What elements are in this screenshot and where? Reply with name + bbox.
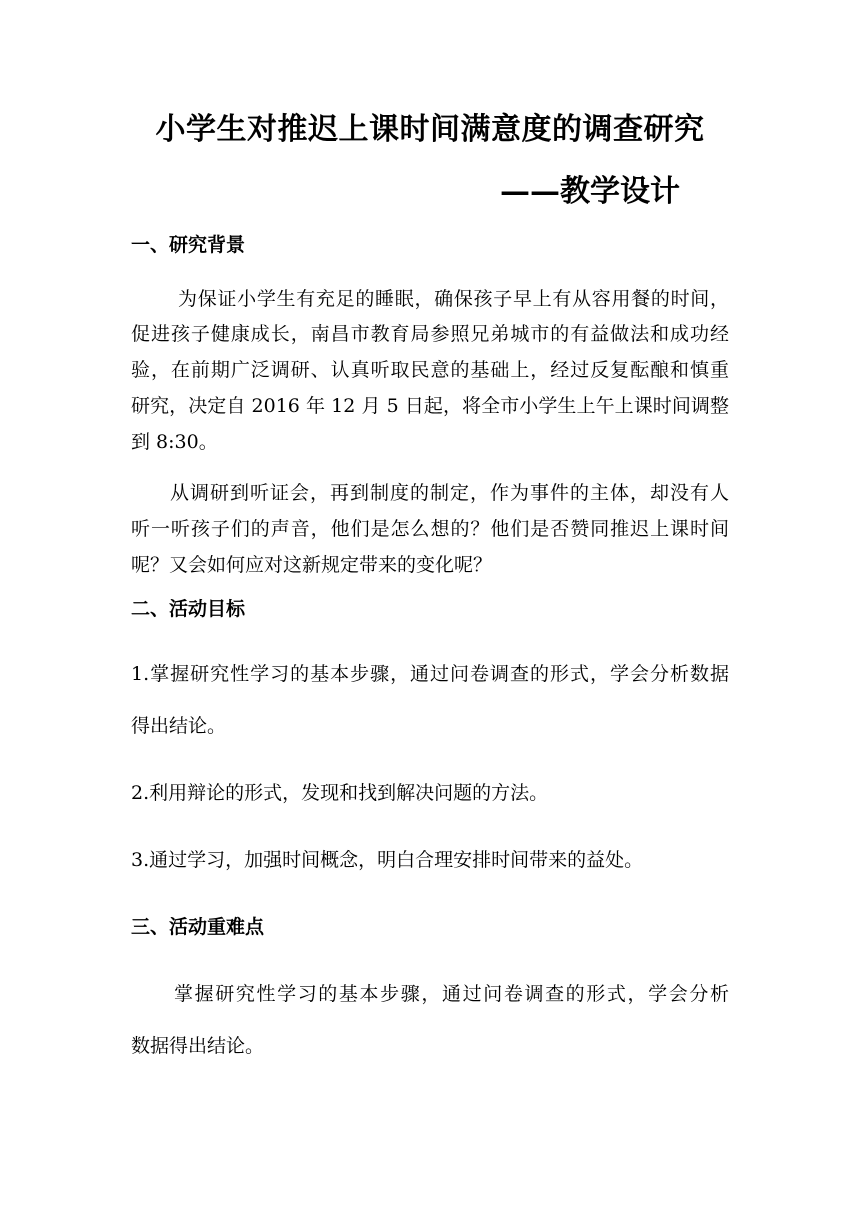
list-item: 3.通过学习，加强时间概念，明白合理安排时间带来的益处。	[131, 849, 644, 871]
list-item: 1.掌握研究性学习的基本步骤，通过问卷调查的形式，学会分析数据	[131, 663, 729, 685]
paragraph-line: 验，在前期广泛调研、认真听取民意的基础上，经过反复酝酿和慎重	[131, 359, 729, 381]
paragraph-line: 数据得出结论。	[131, 1035, 265, 1057]
list-item-continued: 得出结论。	[131, 715, 227, 737]
paragraph-line: 研究，决定自 2016 年 12 月 5 日起，将全市小学生上午上课时间调整	[131, 395, 729, 417]
section-heading-background: 一、研究背景	[131, 234, 246, 256]
paragraph-line: 掌握研究性学习的基本步骤，通过问卷调查的形式，学会分析	[174, 983, 729, 1005]
paragraph-line: 呢？又会如何应对这新规定带来的变化呢？	[131, 554, 493, 576]
paragraph-line: 促进孩子健康成长，南昌市教育局参照兄弟城市的有益做法和成功经	[131, 323, 729, 345]
paragraph-line: 听一听孩子们的声音，他们是怎么想的？他们是否赞同推迟上课时间	[131, 518, 729, 540]
paragraph-line: 从调研到听证会，再到制度的制定，作为事件的主体，却没有人	[170, 482, 729, 504]
document-title: 小学生对推迟上课时间满意度的调查研究	[155, 112, 705, 147]
section-heading-key-points: 三、活动重难点	[131, 916, 265, 938]
paragraph-line: 为保证小学生有充足的睡眠，确保孩子早上有从容用餐的时间，	[178, 288, 729, 310]
section-heading-goals: 二、活动目标	[131, 598, 246, 620]
document-subtitle: ——教学设计	[500, 174, 680, 209]
list-item: 2.利用辩论的形式，发现和找到解决问题的方法。	[131, 782, 549, 804]
paragraph-line: 到 8:30。	[131, 431, 218, 453]
